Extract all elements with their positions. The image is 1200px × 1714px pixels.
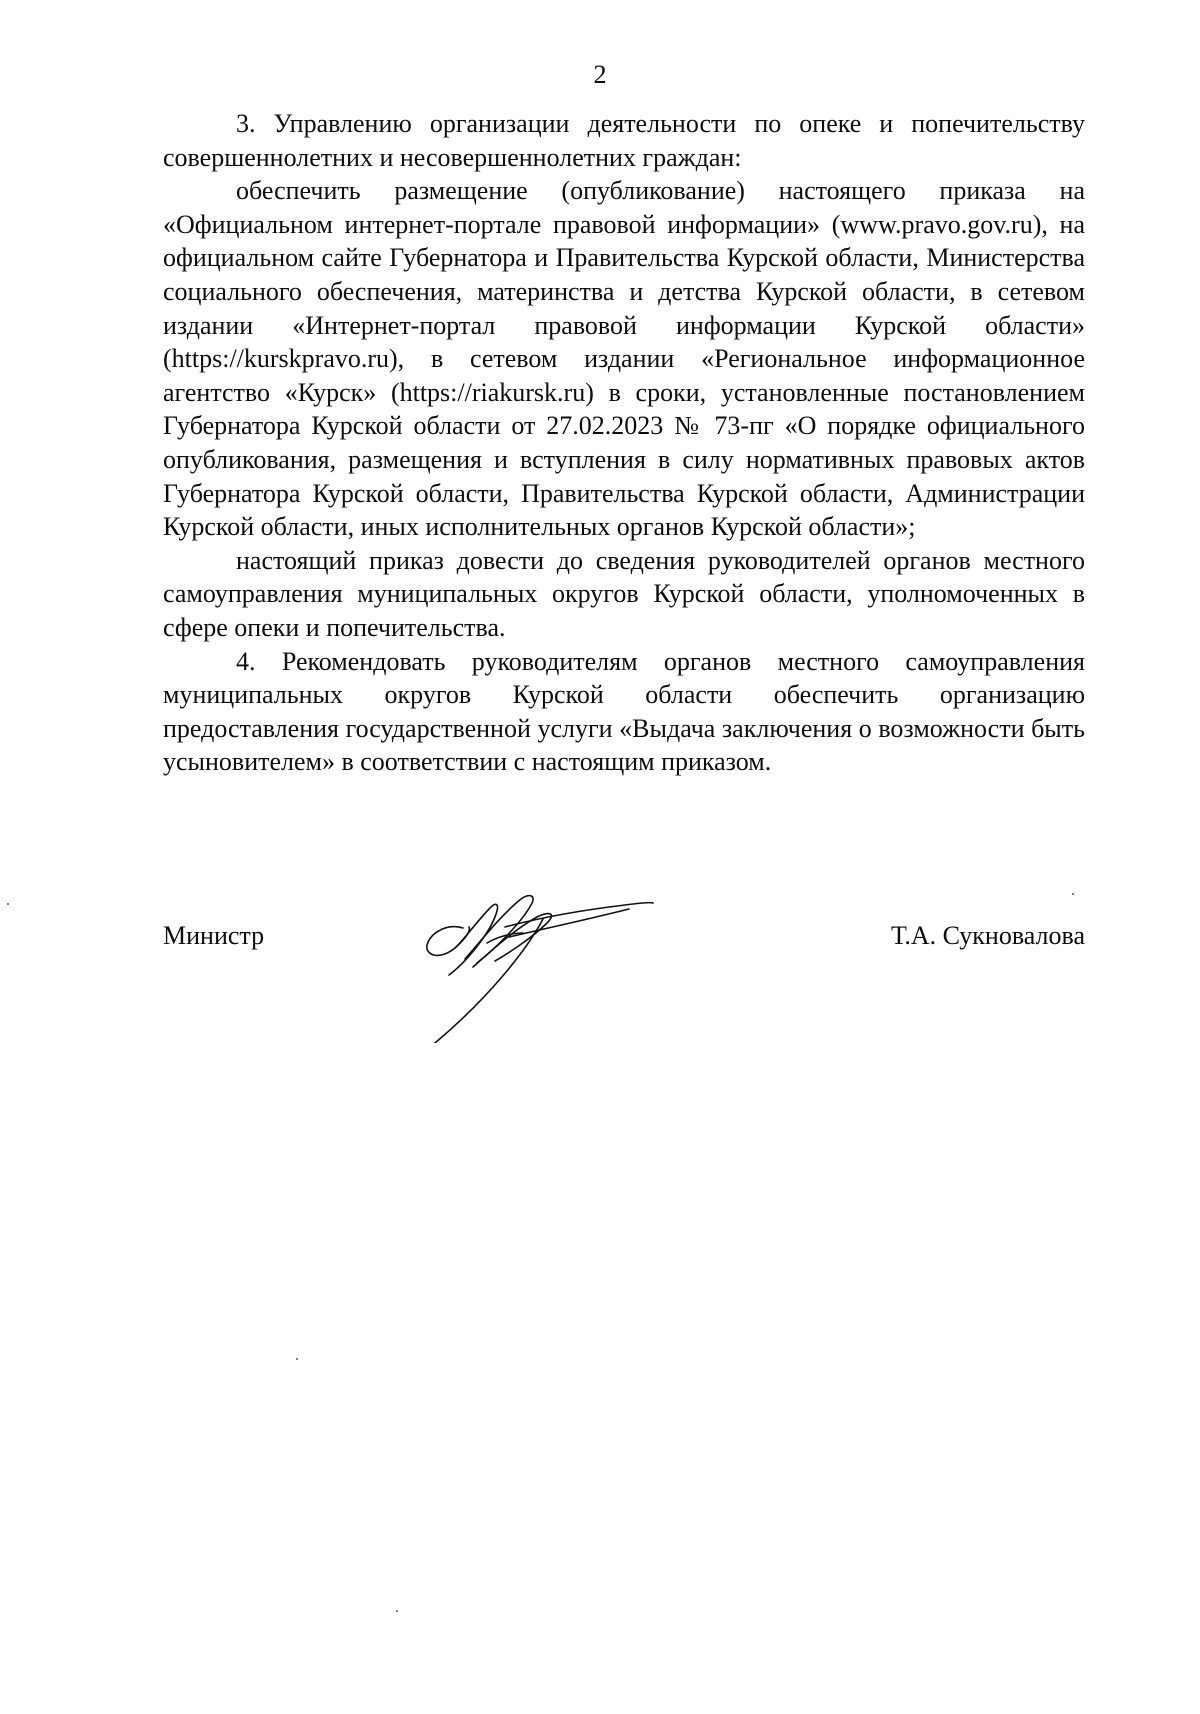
document-body	[163, 107, 1085, 779]
signatory-name: Т.А. Сукновалова	[891, 921, 1085, 950]
paragraph-item-4: 4. Рекомендовать руководителям органов местного самоуправления муниципальных округов Курской области обеспечить организацию предоставления государственной услуги «Выдача заключения о возможности быть усыновителем» в соответствии с настоящим приказом.	[163, 646, 1085, 777]
signatory-role: Министр	[163, 921, 265, 950]
paragraph-item-3: 3. Управлению организации деятельности по опеке и попечительству совершеннолетних и несовершеннолетних граждан:	[163, 109, 1085, 172]
page-number: 2	[593, 60, 607, 89]
scan-speck	[1072, 893, 1074, 895]
scan-speck	[7, 903, 9, 905]
paragraph-publication: обеспечить размещение (опубликование) настоящего приказа на «Официальном интернет-портале правовой информации» (www.pravo.gov.ru), на официальном сайте Губернатора и Правительства Курской области, Министерства социального обеспечения, материнства и детства Курской области, в сетевом издании «Интернет-портал правовой информации Курской области» (https://kurskpravo.ru), в сетевом издании «Региональное информационное агентство «Курск» (https://riakursk.ru) в сроки, установленные постановлением Губернатора Курской области от 27.02.2023 № 73-пг «О порядке официального опубликования, размещения и вступления в силу нормативных правовых актов Губернатора Курской области, Правительства Курской области, Администрации Курской области, иных исполнительных органов Курской области»;	[163, 176, 1085, 542]
scan-speck	[296, 1358, 298, 1360]
scan-speck	[396, 1610, 398, 1612]
paragraph-notify-heads: настоящий приказ довести до сведения руководителей органов местного самоуправления муниципальных округов Курской области, уполномоченных в сфере опеки и попечительства.	[163, 545, 1085, 642]
handwritten-signature	[425, 893, 655, 1043]
